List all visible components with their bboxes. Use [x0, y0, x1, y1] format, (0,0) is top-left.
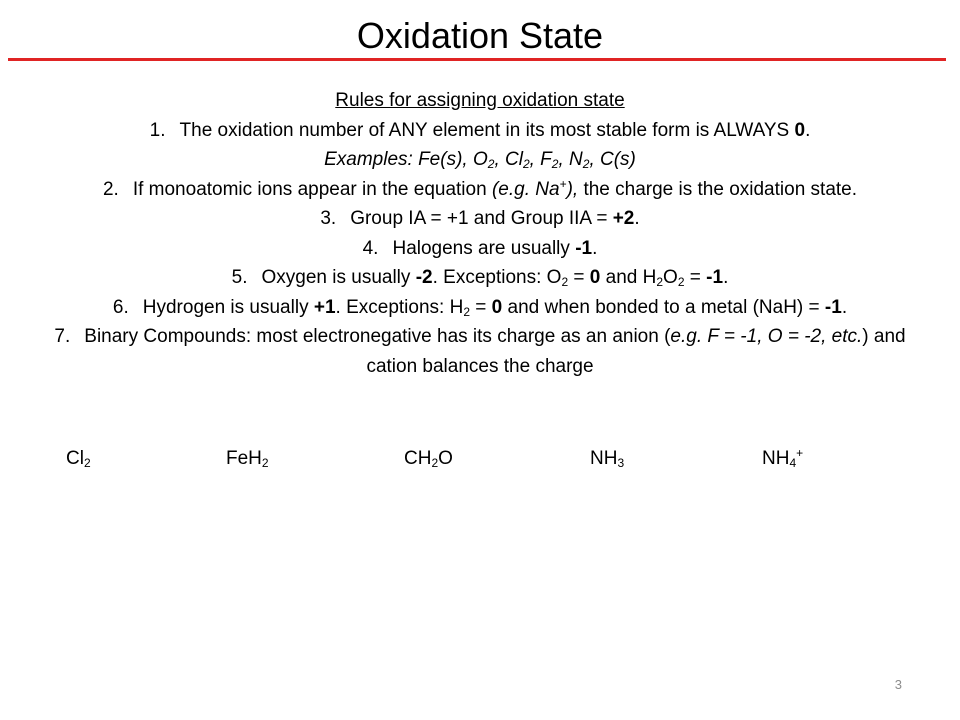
rule-2-text: If monoatomic ions appear in the equation	[132, 178, 492, 200]
rule-5-sub-3: 2	[677, 275, 685, 289]
rule-2-example-text: (e.g. Na	[491, 178, 560, 200]
rule-1-text: The oxidation number of ANY element in its most stable form is ALWAYS	[179, 119, 795, 141]
rule-7-example: e.g. F = -1, O = -2, etc.	[670, 326, 863, 347]
compound-feh2-base: FeH	[226, 448, 262, 469]
examples-sub-3: 2	[551, 157, 559, 171]
compound-nh4-sub: 4	[789, 456, 797, 470]
rule-4-text: Halogens are usually	[392, 237, 576, 259]
rules-content	[40, 86, 920, 381]
rule-5	[40, 263, 920, 293]
compound-nh4-base: NH	[762, 448, 790, 469]
compound-nh4-sup: +	[796, 446, 804, 460]
rule-2	[40, 175, 920, 205]
rule-5-number: 5.	[231, 267, 248, 288]
rule-5-text-1: Oxygen is usually	[261, 267, 416, 288]
rules-heading-text: Rules for assigning oxidation state	[335, 90, 625, 111]
rule-1-number: 1.	[149, 119, 166, 141]
rule-6-text-1: Hydrogen is usually	[142, 296, 314, 318]
rule-2-example	[491, 176, 579, 200]
rule-5-value-2: 0	[589, 267, 601, 288]
examples-text-2: , Cl	[494, 149, 523, 170]
compound-nh3	[590, 448, 624, 470]
rule-5-text-2: . Exceptions: O	[432, 267, 562, 288]
rule-3-end: .	[634, 208, 640, 229]
rule-2-number: 2.	[102, 178, 119, 200]
examples-sub-2: 2	[522, 157, 530, 171]
rule-7	[40, 322, 920, 381]
rule-5-value-1: -2	[415, 267, 433, 288]
rule-1-examples	[40, 145, 920, 175]
rule-4-end: .	[592, 237, 598, 259]
rule-5-text-4: and H	[600, 267, 657, 288]
rule-2-rest: the charge is the oxidation state.	[578, 178, 858, 200]
rule-4	[40, 234, 920, 264]
rule-3-number: 3.	[320, 208, 337, 229]
examples-sub-1: 2	[487, 157, 495, 171]
rule-2-example-sup: +	[559, 176, 567, 191]
rule-6-value-2: 0	[491, 296, 503, 318]
compound-nh4-plus	[762, 448, 803, 470]
compound-feh2	[226, 448, 269, 470]
rule-6-text-4: and when bonded to a metal (NaH) =	[502, 296, 825, 318]
examples-text-4: , N	[558, 149, 583, 170]
rule-4-value: -1	[575, 237, 593, 259]
rule-5-sub-2: 2	[656, 275, 664, 289]
examples-text-3: , F	[529, 149, 552, 170]
examples-sub-4: 2	[582, 157, 590, 171]
compound-ch2o-sub: 2	[431, 456, 439, 470]
compound-cl2-base: Cl	[66, 448, 84, 469]
rule-1-value: 0	[794, 119, 806, 141]
rule-5-text-6: =	[684, 267, 707, 288]
compound-cl2	[66, 448, 91, 470]
rules-heading	[40, 86, 920, 116]
rule-6-number: 6.	[112, 296, 129, 318]
examples-line	[324, 149, 636, 170]
rule-2-example-end: ),	[566, 178, 579, 200]
compound-ch2o-tail: O	[438, 448, 453, 469]
rule-7-text-2: ) and cation balances the charge	[366, 326, 906, 377]
rule-7-text-1: Binary Compounds: most electronegative has its charge as an anion (	[84, 326, 671, 347]
rule-1	[40, 116, 920, 146]
rule-5-text-5: O	[663, 267, 678, 288]
title-underline-rule	[8, 58, 946, 61]
rule-4-number: 4.	[362, 237, 379, 259]
compound-ch2o-base: CH	[404, 448, 432, 469]
compound-nh3-sub: 3	[617, 456, 625, 470]
compound-ch2o	[404, 448, 453, 470]
examples-prefix: Examples: Fe(s), O	[324, 149, 488, 170]
rule-6	[40, 293, 920, 323]
rule-5-end: .	[723, 267, 729, 288]
compound-cl2-sub: 2	[83, 456, 91, 470]
rule-6-text-2: . Exceptions: H	[335, 296, 464, 318]
slide-title: Oxidation State	[356, 15, 604, 56]
rule-6-sub-1: 2	[463, 304, 470, 319]
compound-feh2-sub: 2	[261, 456, 269, 470]
rule-6-end: .	[841, 296, 848, 318]
rule-5-sub-1: 2	[561, 275, 569, 289]
compound-list	[0, 448, 960, 478]
rule-3	[40, 204, 920, 234]
rule-6-value-1: +1	[313, 296, 336, 318]
rule-5-text-3: =	[568, 267, 590, 288]
rule-7-number: 7.	[54, 326, 71, 347]
rule-3-value: +2	[612, 208, 635, 229]
compound-nh3-base: NH	[590, 448, 618, 469]
rule-5-value-3: -1	[706, 267, 724, 288]
rule-6-value-3: -1	[824, 296, 842, 318]
rule-6-text-3: =	[470, 296, 492, 318]
rule-1-end: .	[805, 119, 811, 141]
rule-3-text: Group IA = +1 and Group IIA =	[350, 208, 613, 229]
page-number: 3	[894, 677, 902, 692]
examples-text-5: , C(s)	[589, 149, 636, 170]
